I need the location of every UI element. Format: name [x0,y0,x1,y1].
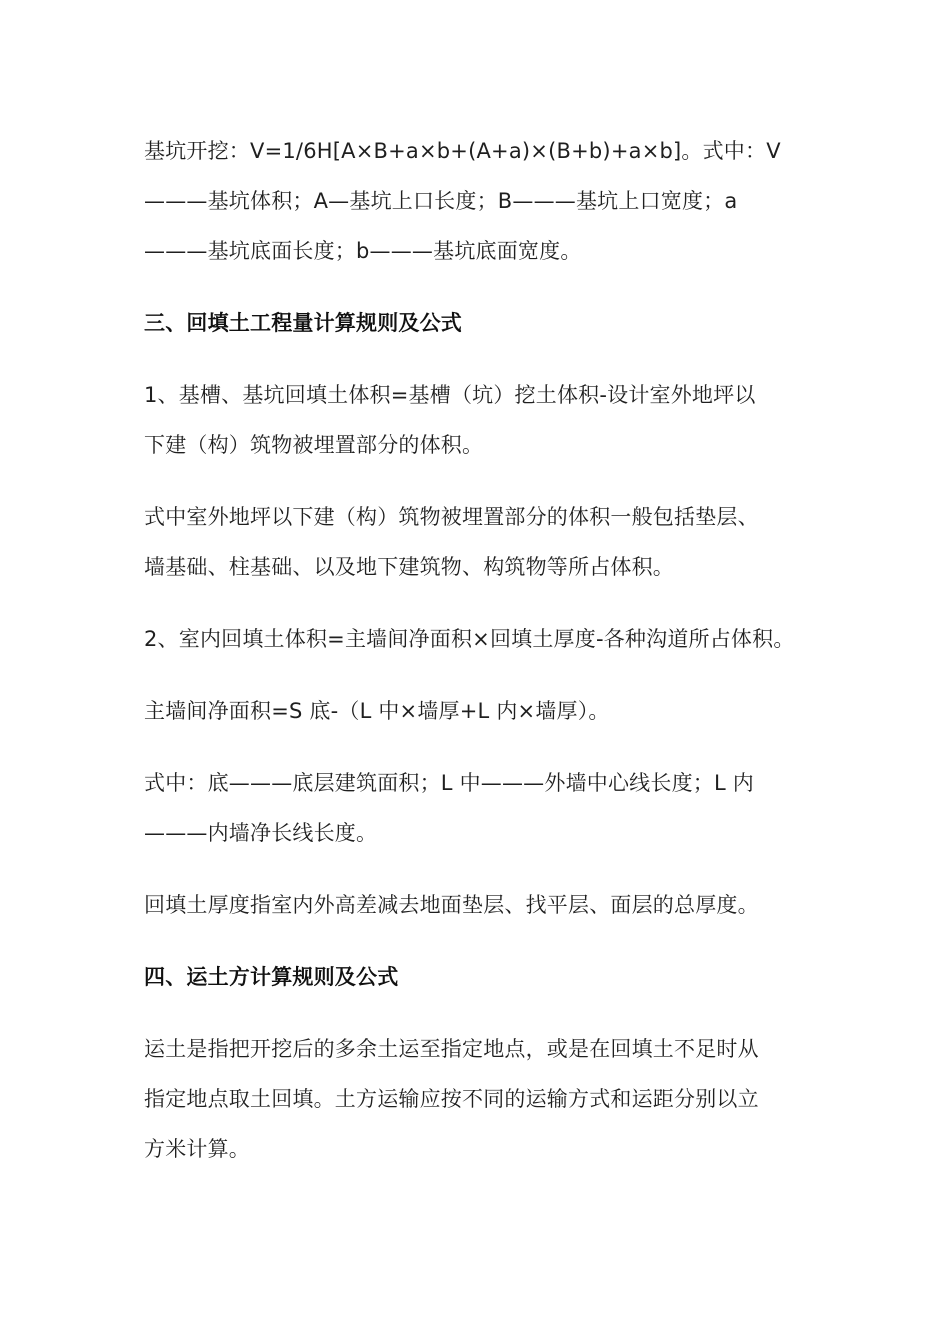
paragraph-line: ———基坑体积；A—基坑上口长度；B———基坑上口宽度；a [144,189,738,213]
paragraph-line: 基坑开挖：V=1/6H[A×B+a×b+(A+a)×(B+b)+a×b]。式中：V [144,139,781,163]
paragraph-line: 方米计算。 [144,1137,250,1161]
paragraph-line: ———基坑底面长度；b———基坑底面宽度。 [144,239,582,263]
paragraph-line: 回填土厚度指室内外高差减去地面垫层、找平层、面层的总厚度。 [144,893,759,917]
paragraph-line: 指定地点取土回填。土方运输应按不同的运输方式和运距分别以立 [144,1087,759,1111]
section-heading: 四、运土方计算规则及公式 [144,965,399,989]
paragraph-line: ———内墙净长线长度。 [144,821,378,845]
paragraph-line: 下建（构）筑物被埋置部分的体积。 [144,433,484,457]
section-heading: 三、回填土工程量计算规则及公式 [144,311,462,335]
paragraph-line: 式中室外地坪以下建（构）筑物被埋置部分的体积一般包括垫层、 [144,505,759,529]
paragraph-line: 主墙间净面积=S 底-（L 中×墙厚+L 内×墙厚）。 [144,699,610,723]
paragraph-line: 2、室内回填土体积=主墙间净面积×回填土厚度-各种沟道所占体积。 [144,627,795,651]
paragraph-line: 运土是指把开挖后的多余土运至指定地点，或是在回填土不足时从 [144,1037,759,1061]
paragraph-line: 墙基础、柱基础、以及地下建筑物、构筑物等所占体积。 [144,555,674,579]
paragraph-line: 1、基槽、基坑回填土体积=基槽（坑）挖土体积-设计室外地坪以 [144,383,756,407]
paragraph-line: 式中：底———底层建筑面积；L 中———外墙中心线长度；L 内 [144,771,754,795]
